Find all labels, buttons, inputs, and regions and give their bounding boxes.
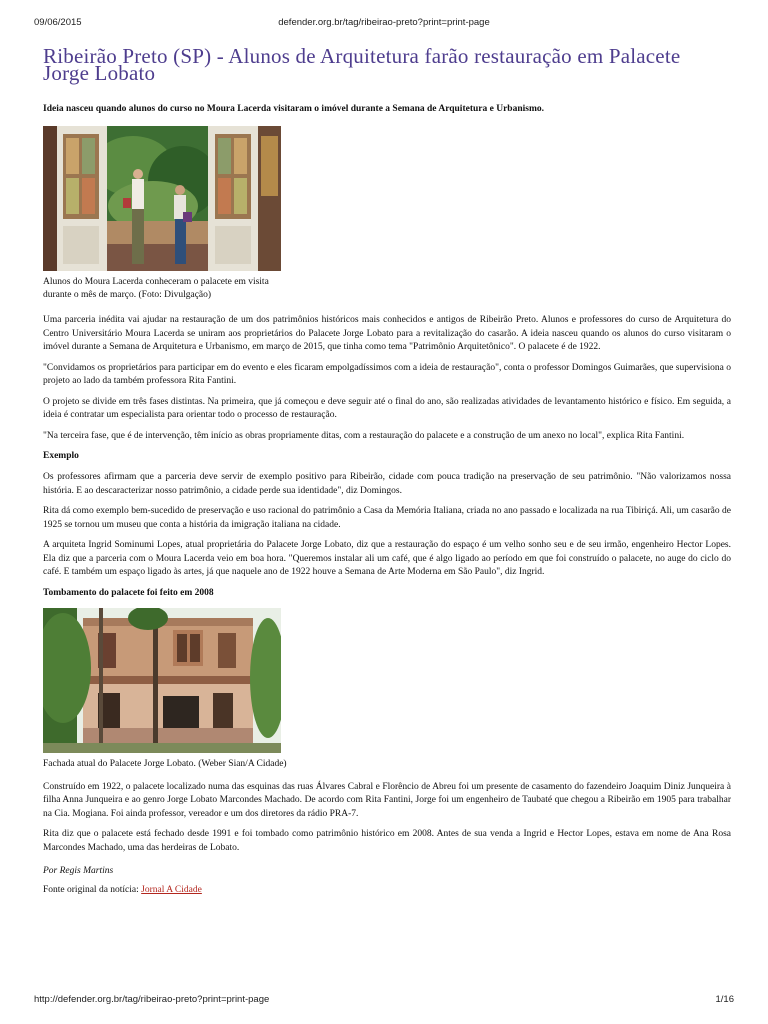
print-footer-url: http://defender.org.br/tag/ribeirao-preto?print=print-page [34, 994, 270, 1005]
print-header [34, 17, 734, 31]
article-author: Por Regis Martins [43, 866, 114, 876]
paragraph: Uma parceria inédita vai ajudar na restauração de um dos patrimônios históricos mais conhecidos e antigos de Ribeirão Preto. Alunos e professores do curso de Arquitetura do Centro Universitário Moura Lacerda se uniram aos proprietários do Palacete Jorge Lobato para a revitalização do casarão. A ideia nasceu quando os alunos do curso visitaram o imóvel durante a Semana de Arquitetura e Urbanismo, em março de 2015, que tinha como tema "Patrimônio Arquitetônico". O palacete é de 1922. [43, 315, 731, 352]
paragraph: Os professores afirmam que a parceria deve servir de exemplo positivo para Ribeirão, cidade com pouca tradição na preservação de seu patrimônio. "Não valorizamos nossa história. E ao descaracterizar nosso patrimônio, a cidade perde sua identidade", diz Domingos. [43, 472, 731, 496]
paragraph: Rita dá como exemplo bem-sucedido de preservação e uso racional do patrimônio a Casa da Memória Italiana, criada no ano passado e localizada na rua Tibiriçá. Ali, um casarão de 1925 se tornou um museu que conta a história da imigração italiana na cidade. [43, 506, 731, 530]
source-link[interactable]: Jornal A Cidade [141, 885, 202, 895]
print-header-url: defender.org.br/tag/ribeirao-preto?print=print-page [278, 17, 490, 28]
article-source [43, 885, 731, 895]
paragraph: Construído em 1922, o palacete localizado numa das esquinas das ruas Álvares Cabral e Florêncio de Abreu foi um presente de casamento do fazendeiro Joaquim Diniz Junqueira à filha Anna Junqueira e ao genro Jorge Lobato Marcondes Machado. De acordo com Rita Fantini, Jorge foi um engenheiro de Taubaté que chegou a Ribeirão em 1905 para trabalhar na Cia. Mogiana. Foi ainda professor, vereador e um dos diretores da rádio PRA-7. [43, 781, 731, 819]
image2-caption: Fachada atual do Palacete Jorge Lobato. (Weber Sian/A Cidade) [43, 758, 287, 769]
article-title: Ribeirão Preto (SP) - Alunos de Arquitetura farão restauração em Palacete Jorge Lobato [43, 44, 681, 85]
paragraph: A arquiteta Ingrid Sominumi Lopes, atual proprietária do Palacete Jorge Lobato, diz que a restauração do espaço é um velho sonho seu e de seu irmão, engenheiro Hector Lopes. Ela diz que a parceria com o Moura Lacerda veio em boa hora. "Queremos instalar ali um café, que é algo ligado ao período em que foi construído o palacete, no auge do ciclo do café. E também um espaço ligado às artes, já que naquele ano de 1922 houve a Semana de Arte Moderna em São Paulo", diz Ingrid. [43, 540, 731, 577]
article [43, 44, 731, 895]
image1-caption: Alunos do Moura Lacerda conheceram o palacete em visita durante o mês de março. (Foto: Divulgação) [43, 277, 269, 300]
paragraph: "Convidamos os proprietários para participar em do evento e eles ficaram empolgadíssimos com a ideia de restauração", conta o professor Domingos Guimarães, que supervisiona o projeto ao lado da também professora Rita Fantini. [43, 362, 731, 386]
page-number: 1/16 [715, 994, 734, 1005]
print-footer [34, 994, 734, 1008]
print-date: 09/06/2015 [34, 17, 82, 28]
article-lead: Ideia nasceu quando alunos do curso no Moura Lacerda visitaram o imóvel durante a Semana de Arquitetura e Urbanismo. [43, 104, 544, 114]
students-doorway-photo [43, 126, 281, 271]
subheading: Tombamento do palacete foi feito em 2008 [43, 587, 214, 598]
source-label: Fonte original da notícia: [43, 885, 142, 895]
palacete-facade-photo [43, 608, 281, 753]
paragraph: Rita diz que o palacete está fechado desde 1991 e foi tombado como patrimônio histórico em 2008. Antes de sua venda a Ingrid e Hector Lopes, estava em nome de Ana Rosa Marcondes Machado, uma das herdeiras de Lobato. [43, 829, 731, 853]
paragraph: "Na terceira fase, que é de intervenção, têm início as obras propriamente ditas, com a restauração do palacete e a construção de um anexo no local", explica Rita Fantini. [43, 430, 685, 441]
subheading: Exemplo [43, 451, 79, 461]
paragraph: O projeto se divide em três fases distintas. Na primeira, que já começou e deve seguir até o final do ano, são realizadas atividades de levantamento histórico e físico. Em seguida, a ideia é contratar um especialista para orientar todo o processo de restauração. [43, 396, 731, 420]
